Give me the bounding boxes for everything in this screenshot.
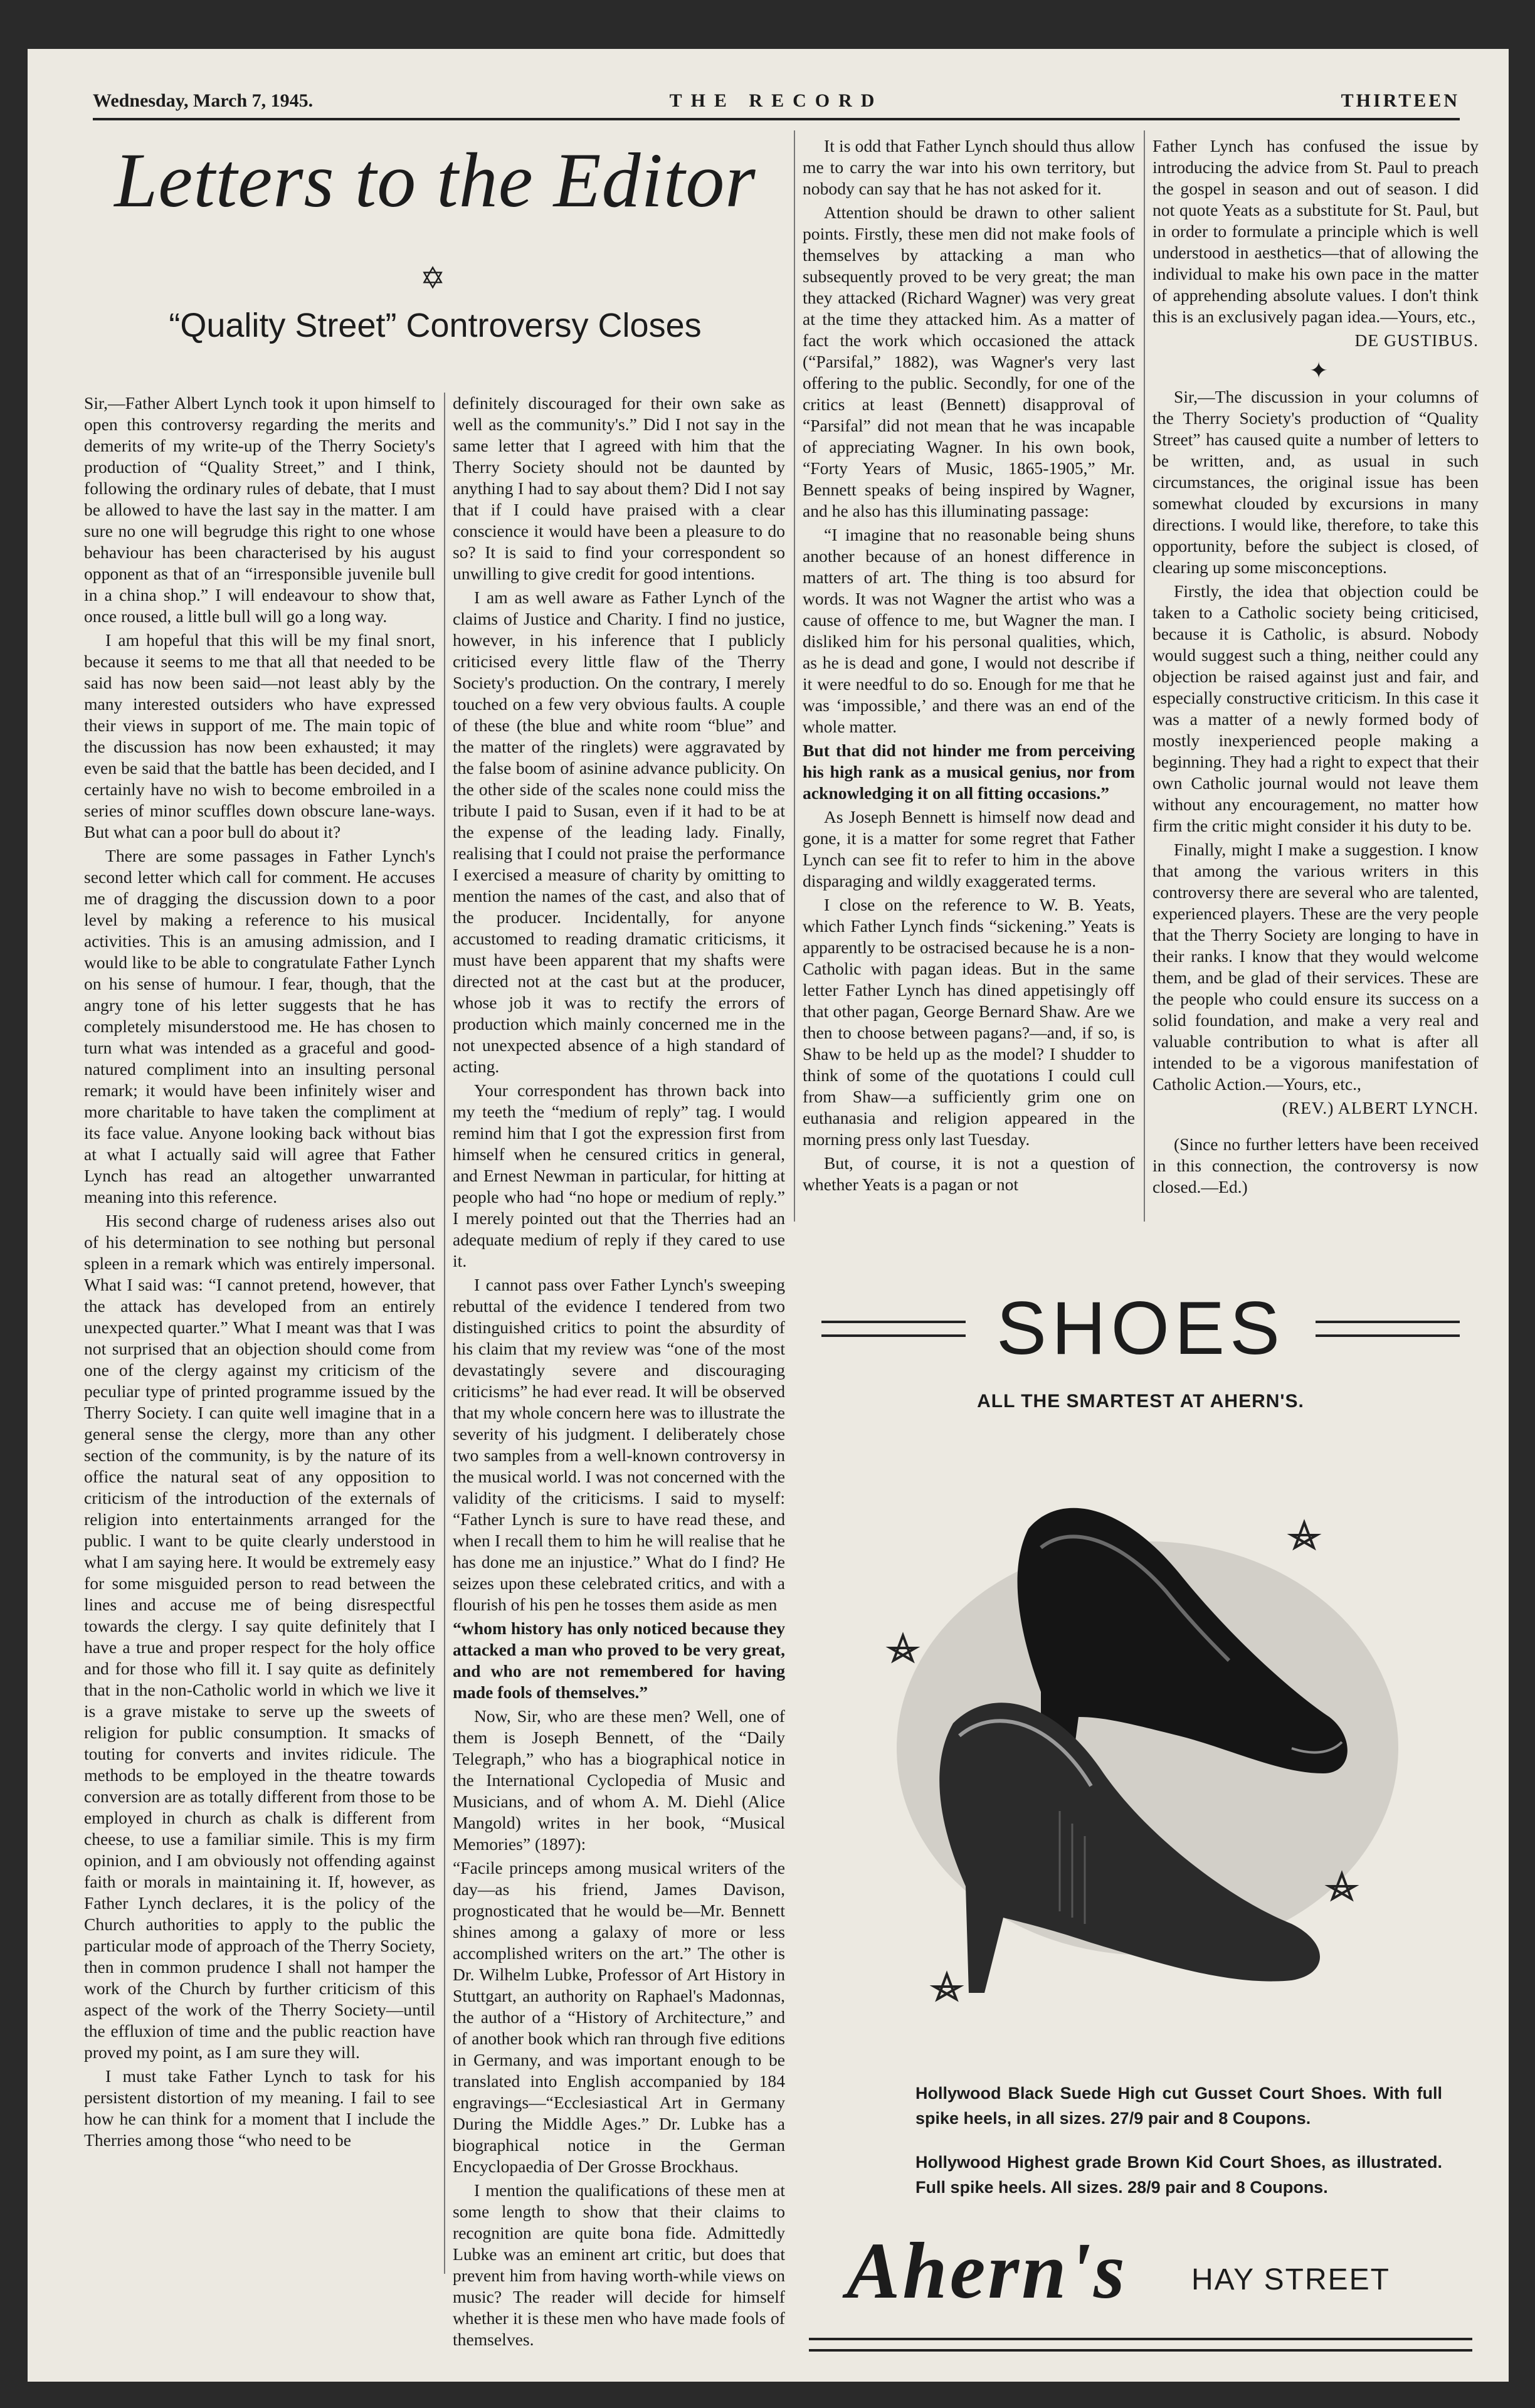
column-rule bbox=[794, 130, 795, 1222]
star-ornament-icon: ✡ bbox=[420, 262, 446, 295]
paragraph: Your correspondent has thrown back into my teeth the “medium of reply” tag. I would remind him that I got the expression first from himself when he censured critics in general, and Ernest Newman in particular, for hitting at people who had “no hope or medium of reply.” I merely pointed out that the Therries had an adequate medium of reply if they cared to use it. bbox=[453, 1080, 785, 1270]
decorative-rule bbox=[1316, 1321, 1460, 1337]
letter-column-4 bbox=[1153, 135, 1479, 1200]
newspaper-page bbox=[28, 49, 1509, 2382]
paragraph: Attention should be drawn to other salient points. Firstly, these men did not make fools of themselves by attacking a man who subsequently proved to be very great; the man they attacked (Richard Wagner) was very great at the time they attacked him. As a matter of fact the work which occasioned the attack (“Parsifal,” 1882), was Wagner's very last offering to the public. Secondly, for one of the critics at least (Bennett) disapproval of “Parsifal” did not mean that he was incapable of appreciating Wagner. In his own book, “Forty Years of Music, 1865-1905,” Mr. Bennett speaks of being inspired by Wagner, and he also has this illuminating passage: bbox=[803, 203, 1135, 520]
paragraph: I must take Father Lynch to task for his persistent distortion of my meaning. I fail to see how he can think for a moment that I include the Therries among those “who need to be bbox=[84, 2066, 435, 2150]
section-masthead bbox=[84, 130, 786, 388]
paragraph: I cannot pass over Father Lynch's sweeping rebuttal of the evidence I tendered from two distinguished critics to point the absurdity of his claim that my review was “one of the most devastatingly severe and discouraging criticisms” he had ever read. It will be observed that my whole concern here was to illustrate the severity of his judgment. I deliberately chose two samples from a well-known controversy in the musical world. I was not concerned with the validity of the criticisms. I said to myself: “Father Lynch is sure to have read these, and when I recall them to him he will realise that he has done me an injustice.” What do I find? He seizes upon these celebrated critics, and with a flourish of his pen he tosses them aside as men bbox=[453, 1275, 785, 1614]
ad-tagline: ALL THE SMARTEST AT AHERN'S. bbox=[977, 1391, 1304, 1412]
product-description: Hollywood Highest grade Brown Kid Court Shoes, as illustrated. Full spike heels. All sizes. 28/9 pair and 8 Coupons. bbox=[915, 2153, 1442, 2197]
issue-date: Wednesday, March 7, 1945. bbox=[93, 90, 314, 111]
paragraph: Finally, might I make a suggestion. I know that among the various writers in this controversy there are several who are talented, experienced players. These are the very people that the Therry Society are longing to have in their ranks. I know that they would welcome them, and be glad of their services. These are the people who could ensure its success on a solid foundation, and make a very real and valuable contribution to what is after all intended to be a vigorous manifestation of Catholic Action.—Yours, etc., bbox=[1153, 840, 1479, 1094]
paper-name: THE RECORD bbox=[669, 90, 884, 111]
paragraph: “Facile princeps among musical writers of the day—as his friend, James Davison, prognosticated that he would be—Mr. Bennett shines among a galaxy of more or less accomplished writers on the art.” The other is Dr. Wilhelm Lubke, Professor of Art History in Stuttgart, an authority on Raphael's Madonnas, the author of a “History of Architecture,” and of another book which ran through five editions in Germany, and was important enough to be translated into English accompanied by 184 engravings—“Ecclesiastical Art in Germany During the Middle Ages.” Dr. Lubke has a biographical notice in the German Encyclopaedia of Der Grosse Brockhaus. bbox=[453, 1858, 785, 2176]
letter-column-1 bbox=[84, 393, 435, 2153]
shoe-illustration bbox=[853, 1422, 1430, 2012]
headline: “Quality Street” Controversy Closes bbox=[169, 307, 702, 344]
ad-headline-row bbox=[803, 1286, 1479, 1370]
editor-note: (Since no further letters have been received in this connection, the controversy is now closed.—Ed.) bbox=[1153, 1134, 1479, 1196]
paragraph: There are some passages in Father Lynch's second letter which call for comment. He accuses me of dragging the discussion down to a poor level by making a reference to his musical activities. This is an amusing admission, and I would like to be able to congratulate Father Lynch on his sense of humour. I fear, though, that the angry tone of his letter suggests that he has completely misunderstood me. He has chosen to turn what was intended as a graceful and good-natured compliment into an insulting personal remark; it would have been infinitely wiser and more charitable to have taken the compliment at its face value. Anyone looking back without bias at what I actually said will agree that Father Lynch has read an altogether unwarranted meaning into this reference. bbox=[84, 846, 435, 1207]
column-rule bbox=[444, 393, 445, 2274]
section-title: Letters to the Editor bbox=[114, 137, 756, 223]
paragraph: Father Lynch has confused the issue by introducing the advice from St. Paul to preach the gospel in season and out of season. I did not quote Yeats as a substitute for St. Paul, but in order to formulate a principle which is well understood in aesthetics—that of allowing the individual to make his own pace in the matter of apprehending absolute values. I don't think this is an exclusively pagan idea.—Yours, etc., bbox=[1153, 136, 1479, 326]
paragraph: Sir,—Father Albert Lynch took it upon himself to open this controversy regarding the merits and demerits of my write-up of the Therry Society's production of “Quality Street,” and I think, following the ordinary rules of debate, that I must be allowed to have the last say in the matter. I am sure no one will begrudge this right to one whose behaviour has been characterised by his august opponent as that of an “irresponsible juvenile bull in a china shop.” I will endeavour to show that, once roused, a little bull will go a long way. bbox=[84, 393, 435, 626]
paragraph: Sir,—The discussion in your columns of the Therry Society's production of “Quality Street” has caused quite a number of letters to be written, and, as usual in such circumstances, the original issue has been somewhat clouded by excursions in many directions. I would like, therefore, to take this opportunity, before the subject is closed, of clearing up some misconceptions. bbox=[1153, 387, 1479, 577]
signature: DE GUSTIBUS. bbox=[1354, 330, 1479, 350]
running-head bbox=[93, 87, 1460, 120]
product-description: Hollywood Black Suede High cut Gusset Court Shoes. With full spike heels, in all sizes. 27/9 pair and 8 Coupons. bbox=[915, 2084, 1442, 2128]
quoted-passage: But that did not hinder me from perceiving his high rank as a musical genius, nor from acknowledging it on all fitting occasions.” bbox=[803, 741, 1135, 803]
paragraph: I mention the qualifications of these men at some length to show that their claims to recognition are quite bona fide. Admittedly Lubke was an eminent art critic, but does that prevent him from having worth-while views on music? The reader will decide for himself whether it is these men who have made fools of themselves. bbox=[453, 2180, 785, 2349]
page-number: THIRTEEN bbox=[1341, 90, 1460, 111]
paragraph: It is odd that Father Lynch should thus allow me to carry the war into his own territory, but nobody can say that he has not asked for it. bbox=[803, 136, 1135, 198]
store-address: HAY STREET bbox=[1191, 2263, 1390, 2296]
quoted-passage: “whom history has only noticed because they attacked a man who proved to be very great, and who are not remembered for having made fools of themselves.” bbox=[453, 1619, 785, 1702]
paragraph: definitely discouraged for their own sake as well as the community's.” Did I not say in the same letter that I agreed with him that the Therry Society should not be daunted by anything I had to say about them? Did I not say that if I could have praised with a clear conscience it would have been a pleasure to do so? It is said to find your correspondent so unwilling to give credit for good intentions. bbox=[453, 393, 785, 583]
paragraph: Firstly, the idea that objection could be taken to a Catholic society being criticised, because it is Catholic, is absurd. Nobody would suggest such a thing, neither could any objection be raised against just and fair, and especially constructive criticism. In this case it was a matter of a newly formed body of mostly inexperienced people making a beginning. They had a right to expect that their own Catholic journal would not leave them without any encouragement, no matter how firm the critic might consider it his duty to be. bbox=[1153, 581, 1479, 835]
paragraph: “I imagine that no reasonable being shuns another because of an honest difference in matters of art. The thing is too absurd for words. It was not Wagner the artist who was a cause of offence to me, but Wagner the man. I disliked him for his personal qualities, which, as he is dead and gone, I would not describe if it were needful to do so. Enough for me that he was ‘impossible,’ and there was an end of the whole matter. bbox=[803, 525, 1135, 736]
paragraph: Now, Sir, who are these men? Well, one of them is Joseph Bennett, of the “Daily Telegraph,” who has a biographical notice in the International Cyclopedia of Music and Musicians, and of whom A. M. Diehl (Alice Mangold) writes in her book, “Musical Memories” (1897): bbox=[453, 1706, 785, 1854]
letter-column-2 bbox=[453, 393, 785, 2353]
decorative-rule bbox=[809, 2338, 1472, 2352]
ad-headline: SHOES bbox=[996, 1286, 1285, 1370]
paragraph: I am hopeful that this will be my final snort, because it seems to me that all that needed to be said has now been said—not least ably by the many interested outsiders who have expressed their views in support of me. The main topic of the discussion has now been exhausted; it may even be said that the battle has been decided, and I certainly have no wish to become embroiled in a series of minor scuffles down obscure lane-ways. But what can a poor bull do about it? bbox=[84, 630, 435, 842]
shoe-advertisement bbox=[803, 1234, 1479, 2357]
column-rule bbox=[1144, 130, 1145, 1222]
paragraph: His second charge of rudeness arises also out of his determination to see nothing but personal spleen in a remark which was entirely impersonal. What I said was: “I cannot pretend, however, that the attack has developed from an entirely unexpected quarter.” What I meant was that I was not surprised that an objection should come from one of the clergy against my criticism of the peculiar type of printed programme issued by the Therry Society. I can quite well imagine that in a general sense the clergy, more than any other section of the community, is by the nature of its office the natural seat of any opposition to criticism of the introduction of the externals of religion into entertainments arranged for the public. I want to be quite clearly understood in what I am saying here. It would be extremely easy for some misguided person to read between the lines and accuse me of being disrespectful towards the clergy. I say quite definitely that I have a true and proper respect for the holy office and for those who fill it. I say quite as definitely that in the non-Catholic world in which we live it is a grave mistake to serve up the sweets of religion for public consumption. It smacks of touting for converts and invites ridicule. The methods to be employed in the theatre towards conversion are as totally different from those to be employed in church as chalk is different from cheese, to use a familiar simile. This is my firm opinion, and I am obviously not offending against faith or morals in maintaining it. If, however, as Father Lynch declares, it is the policy of the Church authorities to apply to the public the particular mode of approach of the Therry Society, then in common prudence I shall not hamper the work of the Church by further criticism of this aspect of the work of the Therry Society—until the effluxion of time and the public reaction have proved my point, as I am sure they will. bbox=[84, 1211, 435, 2062]
paragraph: As Joseph Bennett is himself now dead and gone, it is a matter for some regret that Father Lynch can see fit to refer to him in the above disparaging and wildly exaggerated terms. bbox=[803, 807, 1135, 890]
store-name: Ahern's bbox=[847, 2226, 1127, 2315]
star-ornament-icon: ✦ bbox=[1309, 358, 1329, 383]
letter-column-3 bbox=[803, 135, 1135, 1198]
signature: (REV.) ALBERT LYNCH. bbox=[1282, 1098, 1479, 1117]
paragraph: I am as well aware as Father Lynch of the claims of Justice and Charity. I find no justice, however, in his inference that I publicly criticised every little flaw of the Therry Society's production. On the contrary, I merely touched on a few very obvious faults. A couple of these (the blue and white room “blue” and the matter of the ringlets) were aggravated by the false boom of asinine advance publicity. On the other side of the scales none could miss the tribute I paid to Susan, even if it had to be at the expense of the leading lady. Finally, realising that I could not praise the performance I exercised a measure of charity by omitting to mention the names of the cast, and also that of the producer. Incidentally, for anyone accustomed to reading dramatic criticisms, it must have been apparent that my shafts were directed not at the cast but at the producer, whose job it was to rectify the errors of production which mainly concerned me in the not unexpected absence of a high standard of acting. bbox=[453, 588, 785, 1076]
paragraph: But, of course, it is not a question of whether Yeats is a pagan or not bbox=[803, 1153, 1135, 1194]
paragraph: I close on the reference to W. B. Yeats, which Father Lynch finds “sickening.” Yeats is apparently to be ostracised because he is a non-Catholic with pagan ideas. But in the same letter Father Lynch has dined appetisingly off that other pagan, George Bernard Shaw. Are we then to choose between pagans?—and, if so, is Shaw to be held up as the model? I shudder to think of some of the quotations I could cull from Shaw—a sufficiently grim one on euthanasia and religion appeared in the morning press only last Tuesday. bbox=[803, 895, 1135, 1149]
